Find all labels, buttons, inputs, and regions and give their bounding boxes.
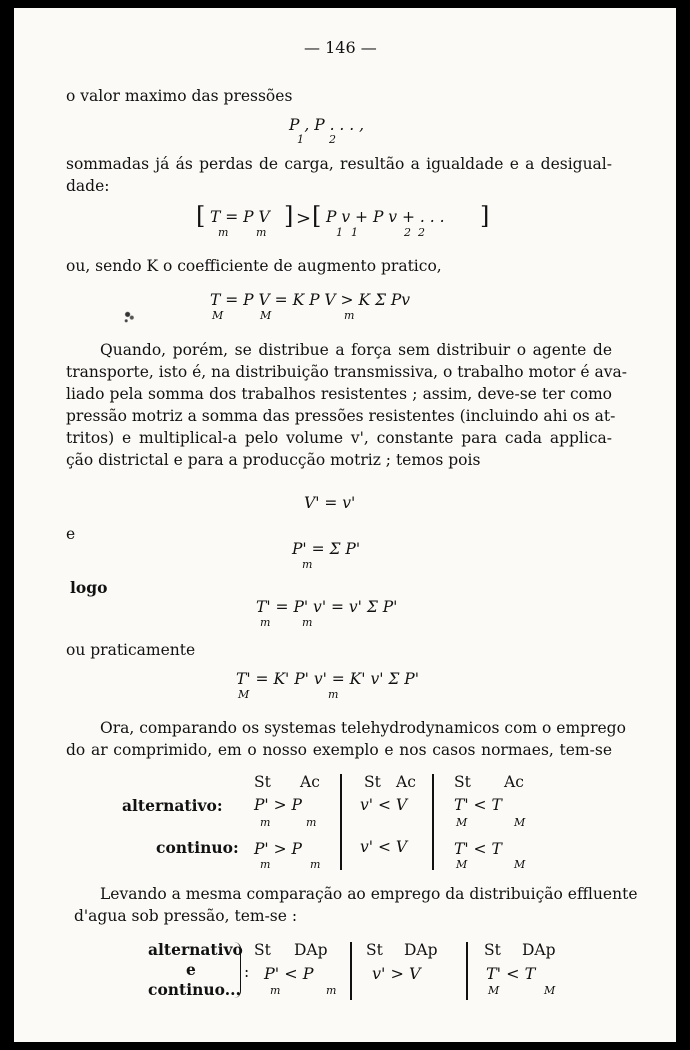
text-line: ou praticamente xyxy=(66,641,196,659)
subscript: m xyxy=(260,816,271,829)
subscript: M xyxy=(514,858,526,871)
row-label: e xyxy=(186,960,196,979)
column-header: St xyxy=(254,941,271,959)
column-header: St xyxy=(366,941,383,959)
cell: P' > P xyxy=(254,840,302,858)
subscript: M xyxy=(544,984,556,997)
cell: T' < T xyxy=(454,796,502,814)
formula-text: P v + P v + . . . xyxy=(326,208,445,226)
column-divider xyxy=(350,942,352,1000)
subscript: m xyxy=(344,309,355,322)
brace xyxy=(234,942,241,998)
column-divider xyxy=(340,774,342,870)
formula-text: T' = P' v' = v' Σ P' xyxy=(256,598,398,616)
subscript: m xyxy=(310,858,321,871)
column-header: St xyxy=(484,941,501,959)
column-header: DAp xyxy=(294,941,328,959)
subscript: m xyxy=(270,984,281,997)
column-header: DAp xyxy=(522,941,556,959)
column-header: Ac xyxy=(504,773,524,791)
gt-sign: > xyxy=(296,208,312,229)
comparison-table-air xyxy=(114,772,554,872)
formula-p-list xyxy=(289,116,409,146)
colon: : xyxy=(244,963,250,981)
bracket-open: [ xyxy=(312,202,322,230)
formula-eq2 xyxy=(210,291,480,325)
column-divider xyxy=(432,774,434,870)
column-header: Ac xyxy=(396,773,416,791)
paragraph-line: liado pela somma dos trabalhos resistentes ; assim, deve-se ter como xyxy=(66,385,612,403)
paragraph-line: Levando a mesma comparação ao emprego da distribuição effluente xyxy=(100,885,638,903)
connector-word: logo xyxy=(70,578,108,597)
subscript: m xyxy=(260,858,271,871)
subscript: M xyxy=(238,688,250,701)
formula-text: T = P V xyxy=(210,208,270,226)
paragraph-line: pressão motriz a somma das pressões resistentes (incluindo ahi os at- xyxy=(66,407,616,425)
page-number: — 146 — xyxy=(304,38,377,57)
subscript: 1 xyxy=(351,226,358,239)
bracket-open: [ xyxy=(196,202,206,230)
bracket-close: ] xyxy=(480,202,490,230)
cell: P' < P xyxy=(264,964,314,983)
formula-eq5 xyxy=(256,598,446,630)
subscript: M xyxy=(456,858,468,871)
column-header: St xyxy=(364,773,381,791)
cell: v' > V xyxy=(372,964,421,983)
subscript: M xyxy=(514,816,526,829)
formula-text: T' = K' P' v' = K' v' Σ P' xyxy=(236,670,419,688)
paragraph-line: Ora, comparando os systemas telehydrodynamicos com o emprego xyxy=(100,719,626,737)
cell: T' < T xyxy=(486,964,536,983)
row-label: continuo... xyxy=(148,980,241,999)
row-label: alternativo: xyxy=(122,796,223,815)
subscript: m xyxy=(302,558,313,571)
subscript: m xyxy=(326,984,337,997)
paragraph-line: transporte, isto é, na distribuição transmissiva, o trabalho motor é ava- xyxy=(66,363,627,381)
text-line: o valor maximo das pressões xyxy=(66,87,293,105)
column-header: St xyxy=(454,773,471,791)
text-line: d'agua sob pressão, tem-se : xyxy=(74,907,298,925)
subscript: 1 xyxy=(336,226,343,239)
column-divider xyxy=(466,942,468,1000)
document-page xyxy=(14,8,676,1042)
subscript: m xyxy=(218,226,229,239)
row-label: alternativo xyxy=(148,940,243,959)
subscript: M xyxy=(212,309,224,322)
cell: v' < V xyxy=(360,838,408,856)
cell: P' > P xyxy=(254,796,302,814)
row-label: continuo: xyxy=(156,838,239,857)
formula-eq4 xyxy=(292,540,402,572)
text-line: dade: xyxy=(66,177,110,195)
subscript: 2 xyxy=(418,226,425,239)
bracket-close: ] xyxy=(284,202,294,230)
column-header: DAp xyxy=(404,941,438,959)
comparison-table-water xyxy=(114,940,574,1036)
cell: T' < T xyxy=(454,840,502,858)
subscript: 2 xyxy=(329,133,336,146)
text-line: sommadas já ás perdas de carga, resultão a igualdade e a desigual- xyxy=(66,155,612,173)
subscript: m xyxy=(260,616,271,629)
subscript: m xyxy=(328,688,339,701)
subscript: m xyxy=(306,816,317,829)
subscript: M xyxy=(260,309,272,322)
ink-blot xyxy=(122,308,136,324)
connector-word: e xyxy=(66,525,76,543)
formula-text: P , P . . . , xyxy=(289,116,365,134)
column-header: St xyxy=(254,773,271,791)
formula-eq6 xyxy=(236,670,476,702)
formula-eq1 xyxy=(196,202,496,242)
subscript: 2 xyxy=(404,226,411,239)
subscript: M xyxy=(456,816,468,829)
formula-eq3: V' = v' xyxy=(304,494,356,512)
paragraph-line: Quando, porém, se distribue a força sem distribuir o agente de xyxy=(100,341,612,359)
column-header: Ac xyxy=(300,773,320,791)
paragraph-line: ção districtal e para a producção motriz ; temos pois xyxy=(66,451,481,469)
paragraph-line: tritos) e multiplical-a pelo volume v', constante para cada applica- xyxy=(66,429,612,447)
paragraph-line: do ar comprimido, em o nosso exemplo e nos casos normaes, tem-se xyxy=(66,741,612,759)
subscript: M xyxy=(488,984,500,997)
subscript: 1 xyxy=(297,133,304,146)
cell: v' < V xyxy=(360,796,408,814)
text-line: ou, sendo K o coefficiente de augmento pratico, xyxy=(66,257,442,275)
subscript: m xyxy=(302,616,313,629)
formula-text: P' = Σ P' xyxy=(292,540,361,558)
subscript: m xyxy=(256,226,267,239)
formula-text: T = P V = K P V > K Σ Pv xyxy=(210,291,411,309)
